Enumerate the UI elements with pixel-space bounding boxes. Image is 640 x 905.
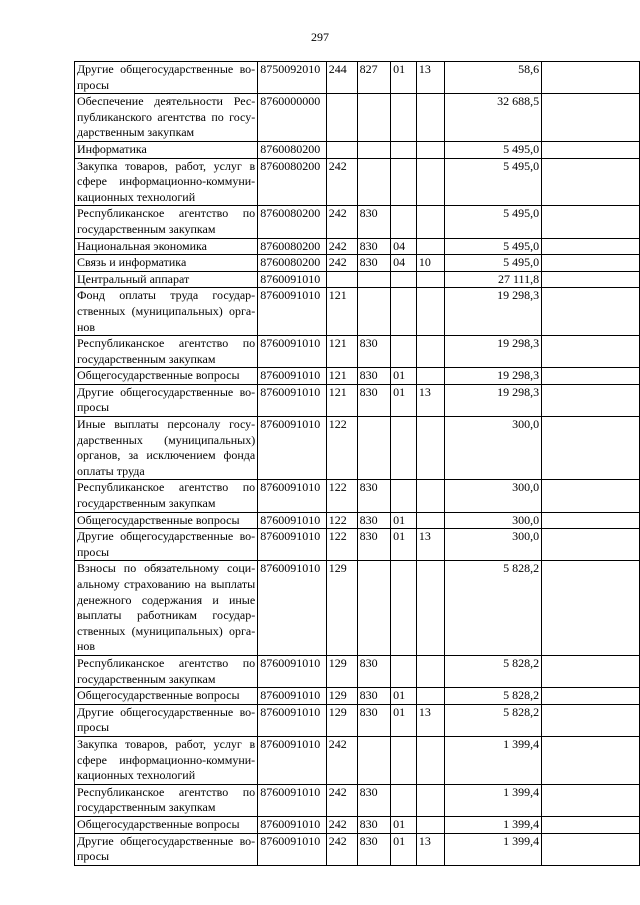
expense-type-cell: 244 [326, 62, 357, 94]
section-cell: 04 [391, 255, 417, 272]
empty-cell [542, 417, 640, 480]
administrator-code-cell: 830 [357, 336, 391, 368]
expense-type-cell [326, 94, 357, 142]
administrator-code-cell: 830 [357, 688, 391, 705]
empty-cell [542, 512, 640, 529]
empty-cell [542, 158, 640, 206]
administrator-code-cell [357, 94, 391, 142]
subsection-cell [416, 271, 444, 288]
subsection-cell [416, 784, 444, 816]
row-name-cell: Республиканское агентство по государственным закупкам [75, 336, 258, 368]
target-article-cell: 8760000000 [258, 94, 327, 142]
section-cell: 01 [391, 384, 417, 416]
empty-cell [542, 704, 640, 736]
table-row [75, 561, 640, 656]
subsection-cell: 13 [416, 833, 444, 865]
amount-cell: 5 495,0 [445, 158, 542, 206]
section-cell: 01 [391, 816, 417, 833]
expense-type-cell [326, 271, 357, 288]
expense-type-cell: 242 [326, 255, 357, 272]
administrator-code-cell: 830 [357, 784, 391, 816]
subsection-cell [416, 688, 444, 705]
section-cell: 01 [391, 688, 417, 705]
target-article-cell: 8760091010 [258, 736, 327, 784]
table-row [75, 271, 640, 288]
table-row [75, 688, 640, 705]
table-row [75, 94, 640, 142]
table-row [75, 704, 640, 736]
table-row [75, 238, 640, 255]
empty-cell [542, 833, 640, 865]
table-row [75, 833, 640, 865]
expense-type-cell: 129 [326, 655, 357, 687]
target-article-cell: 8760091010 [258, 480, 327, 512]
empty-cell [542, 784, 640, 816]
section-cell [391, 94, 417, 142]
target-article-cell: 8760080200 [258, 158, 327, 206]
expense-type-cell [326, 141, 357, 158]
row-name-cell: Обеспечение деятельности Рес-публиканского агентства по госу-дарственным закупкам [75, 94, 258, 142]
administrator-code-cell [357, 561, 391, 656]
empty-cell [542, 816, 640, 833]
row-name-cell: Информатика [75, 141, 258, 158]
table-row [75, 62, 640, 94]
subsection-cell: 10 [416, 255, 444, 272]
administrator-code-cell [357, 417, 391, 480]
administrator-code-cell: 830 [357, 512, 391, 529]
expense-type-cell: 242 [326, 158, 357, 206]
amount-cell: 27 111,8 [445, 271, 542, 288]
empty-cell [542, 384, 640, 416]
row-name-cell: Взносы по обязательному соци-альному страхованию на выплаты денежного содержания и иные выплаты работникам государ-ственных (муниципальных) орга-нов [75, 561, 258, 656]
amount-cell: 58,6 [445, 62, 542, 94]
expense-type-cell: 122 [326, 512, 357, 529]
section-cell [391, 655, 417, 687]
row-name-cell: Другие общегосударственные во-просы [75, 62, 258, 94]
table-row [75, 480, 640, 512]
target-article-cell: 8760080200 [258, 206, 327, 238]
target-article-cell: 8760080200 [258, 141, 327, 158]
administrator-code-cell: 830 [357, 816, 391, 833]
row-name-cell: Республиканское агентство по государственным закупкам [75, 655, 258, 687]
table-row [75, 784, 640, 816]
section-cell [391, 561, 417, 656]
amount-cell: 5 495,0 [445, 255, 542, 272]
amount-cell: 19 298,3 [445, 368, 542, 385]
budget-table-body [75, 62, 640, 866]
row-name-cell: Общегосударственные вопросы [75, 688, 258, 705]
expense-type-cell: 122 [326, 480, 357, 512]
subsection-cell: 13 [416, 384, 444, 416]
subsection-cell [416, 655, 444, 687]
target-article-cell: 8760091010 [258, 816, 327, 833]
target-article-cell: 8760091010 [258, 336, 327, 368]
table-row [75, 655, 640, 687]
empty-cell [542, 238, 640, 255]
section-cell: 04 [391, 238, 417, 255]
table-row [75, 255, 640, 272]
row-name-cell: Центральный аппарат [75, 271, 258, 288]
expense-type-cell: 121 [326, 336, 357, 368]
target-article-cell: 8760091010 [258, 688, 327, 705]
administrator-code-cell: 830 [357, 368, 391, 385]
row-name-cell: Республиканское агентство по государственным закупкам [75, 480, 258, 512]
table-row [75, 736, 640, 784]
amount-cell: 5 828,2 [445, 561, 542, 656]
empty-cell [542, 141, 640, 158]
amount-cell: 1 399,4 [445, 736, 542, 784]
table-row [75, 158, 640, 206]
administrator-code-cell [357, 158, 391, 206]
target-article-cell: 8760091010 [258, 384, 327, 416]
target-article-cell: 8760080200 [258, 255, 327, 272]
empty-cell [542, 94, 640, 142]
amount-cell: 5 495,0 [445, 141, 542, 158]
amount-cell: 5 495,0 [445, 238, 542, 255]
amount-cell: 300,0 [445, 417, 542, 480]
subsection-cell [416, 816, 444, 833]
expense-type-cell: 121 [326, 368, 357, 385]
subsection-cell: 13 [416, 529, 444, 561]
budget-table [74, 61, 640, 866]
table-row [75, 368, 640, 385]
subsection-cell [416, 206, 444, 238]
target-article-cell: 8760091010 [258, 704, 327, 736]
amount-cell: 19 298,3 [445, 336, 542, 368]
row-name-cell: Общегосударственные вопросы [75, 816, 258, 833]
expense-type-cell: 122 [326, 417, 357, 480]
expense-type-cell: 242 [326, 816, 357, 833]
amount-cell: 5 828,2 [445, 704, 542, 736]
empty-cell [542, 206, 640, 238]
target-article-cell: 8760091010 [258, 529, 327, 561]
amount-cell: 300,0 [445, 480, 542, 512]
administrator-code-cell: 830 [357, 480, 391, 512]
target-article-cell: 8760091010 [258, 271, 327, 288]
subsection-cell [416, 238, 444, 255]
expense-type-cell: 129 [326, 561, 357, 656]
target-article-cell: 8760091010 [258, 368, 327, 385]
table-row [75, 288, 640, 336]
row-name-cell: Закупка товаров, работ, услуг в сфере информационно-коммуни-кационных технологий [75, 158, 258, 206]
expense-type-cell: 129 [326, 688, 357, 705]
section-cell [391, 271, 417, 288]
section-cell [391, 417, 417, 480]
amount-cell: 1 399,4 [445, 784, 542, 816]
section-cell: 01 [391, 529, 417, 561]
subsection-cell [416, 94, 444, 142]
row-name-cell: Другие общегосударственные во-просы [75, 384, 258, 416]
section-cell [391, 736, 417, 784]
administrator-code-cell: 830 [357, 384, 391, 416]
empty-cell [542, 561, 640, 656]
table-row [75, 206, 640, 238]
section-cell: 01 [391, 62, 417, 94]
amount-cell: 32 688,5 [445, 94, 542, 142]
empty-cell [542, 529, 640, 561]
subsection-cell [416, 561, 444, 656]
administrator-code-cell [357, 736, 391, 784]
expense-type-cell: 242 [326, 206, 357, 238]
empty-cell [542, 655, 640, 687]
subsection-cell [416, 141, 444, 158]
target-article-cell: 8760091010 [258, 561, 327, 656]
empty-cell [542, 255, 640, 272]
empty-cell [542, 736, 640, 784]
expense-type-cell: 242 [326, 736, 357, 784]
empty-cell [542, 288, 640, 336]
amount-cell: 1 399,4 [445, 816, 542, 833]
administrator-code-cell: 830 [357, 704, 391, 736]
administrator-code-cell: 830 [357, 529, 391, 561]
section-cell: 01 [391, 833, 417, 865]
amount-cell: 5 828,2 [445, 655, 542, 687]
target-article-cell: 8760091010 [258, 784, 327, 816]
section-cell [391, 336, 417, 368]
table-row [75, 384, 640, 416]
amount-cell: 5 828,2 [445, 688, 542, 705]
expense-type-cell: 121 [326, 288, 357, 336]
section-cell [391, 158, 417, 206]
empty-cell [542, 62, 640, 94]
administrator-code-cell: 830 [357, 206, 391, 238]
row-name-cell: Фонд оплаты труда государ-ственных (муниципальных) орга-нов [75, 288, 258, 336]
table-row [75, 336, 640, 368]
administrator-code-cell: 827 [357, 62, 391, 94]
amount-cell: 19 298,3 [445, 384, 542, 416]
section-cell [391, 288, 417, 336]
row-name-cell: Другие общегосударственные во-просы [75, 833, 258, 865]
row-name-cell: Иные выплаты персоналу госу-дарственных (муниципальных) органов, за исключением фонда оплаты труда [75, 417, 258, 480]
amount-cell: 300,0 [445, 512, 542, 529]
section-cell [391, 141, 417, 158]
row-name-cell: Республиканское агентство по государственным закупкам [75, 784, 258, 816]
empty-cell [542, 336, 640, 368]
subsection-cell [416, 480, 444, 512]
administrator-code-cell: 830 [357, 238, 391, 255]
expense-type-cell: 129 [326, 704, 357, 736]
section-cell: 01 [391, 704, 417, 736]
table-row [75, 141, 640, 158]
target-article-cell: 8750092010 [258, 62, 327, 94]
subsection-cell [416, 736, 444, 784]
row-name-cell: Другие общегосударственные во-просы [75, 704, 258, 736]
table-row [75, 816, 640, 833]
administrator-code-cell [357, 271, 391, 288]
amount-cell: 1 399,4 [445, 833, 542, 865]
subsection-cell [416, 158, 444, 206]
subsection-cell [416, 288, 444, 336]
row-name-cell: Национальная экономика [75, 238, 258, 255]
expense-type-cell: 242 [326, 833, 357, 865]
row-name-cell: Закупка товаров, работ, услуг в сфере информационно-коммуни-кационных технологий [75, 736, 258, 784]
empty-cell [542, 688, 640, 705]
amount-cell: 19 298,3 [445, 288, 542, 336]
section-cell: 01 [391, 368, 417, 385]
subsection-cell: 13 [416, 62, 444, 94]
administrator-code-cell: 830 [357, 255, 391, 272]
administrator-code-cell [357, 288, 391, 336]
target-article-cell: 8760091010 [258, 288, 327, 336]
administrator-code-cell: 830 [357, 833, 391, 865]
table-row [75, 512, 640, 529]
row-name-cell: Другие общегосударственные во-просы [75, 529, 258, 561]
section-cell [391, 480, 417, 512]
amount-cell: 5 495,0 [445, 206, 542, 238]
administrator-code-cell: 830 [357, 655, 391, 687]
subsection-cell [416, 417, 444, 480]
administrator-code-cell [357, 141, 391, 158]
empty-cell [542, 480, 640, 512]
subsection-cell: 13 [416, 704, 444, 736]
table-row [75, 529, 640, 561]
page-number: 297 [311, 30, 329, 44]
empty-cell [542, 271, 640, 288]
expense-type-cell: 121 [326, 384, 357, 416]
subsection-cell [416, 336, 444, 368]
target-article-cell: 8760091010 [258, 512, 327, 529]
empty-cell [542, 368, 640, 385]
target-article-cell: 8760091010 [258, 417, 327, 480]
target-article-cell: 8760091010 [258, 833, 327, 865]
row-name-cell: Общегосударственные вопросы [75, 512, 258, 529]
target-article-cell: 8760080200 [258, 238, 327, 255]
amount-cell: 300,0 [445, 529, 542, 561]
row-name-cell: Общегосударственные вопросы [75, 368, 258, 385]
expense-type-cell: 242 [326, 238, 357, 255]
row-name-cell: Связь и информатика [75, 255, 258, 272]
table-row [75, 417, 640, 480]
subsection-cell [416, 512, 444, 529]
expense-type-cell: 122 [326, 529, 357, 561]
subsection-cell [416, 368, 444, 385]
section-cell: 01 [391, 512, 417, 529]
section-cell [391, 784, 417, 816]
section-cell [391, 206, 417, 238]
expense-type-cell: 242 [326, 784, 357, 816]
target-article-cell: 8760091010 [258, 655, 327, 687]
row-name-cell: Республиканское агентство по государственным закупкам [75, 206, 258, 238]
